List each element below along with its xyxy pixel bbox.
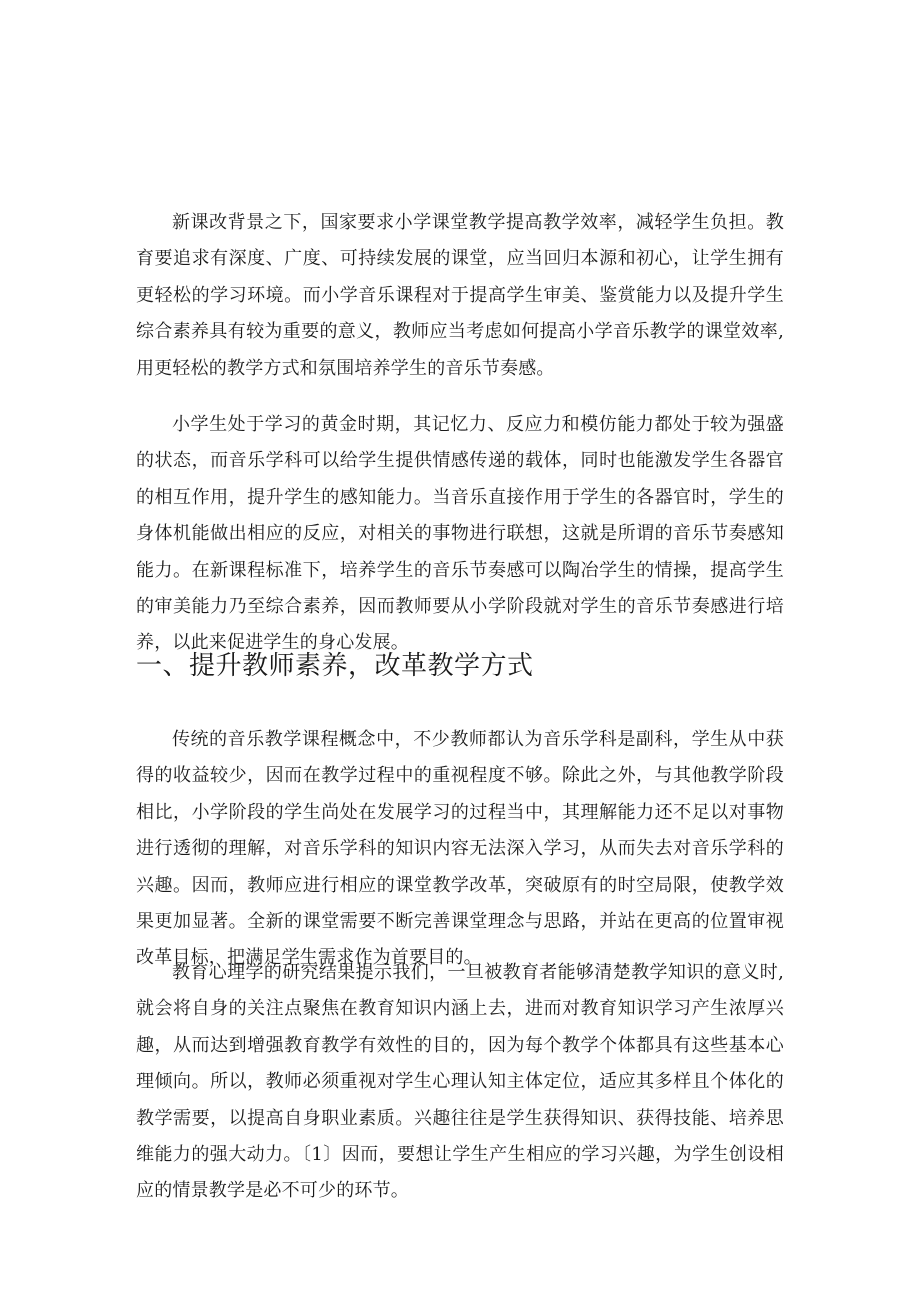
paragraph-educational-psychology: 教育心理学的研究结果提示我们，一旦被教育者能够清楚教学知识的意义时,就会将自身的关注点聚焦在教育知识内涵上去，进而对教育知识学习产生浓厚兴趣，从而达到增强教育教学有效性的目的，因为每个教学个体都具有这些基本心理倾向。所以，教师必须重视对学生心理认知主体定位，适应其多样且个体化的教学需要，以提高自身职业素质。兴趣往往是学生获得知识、获得技能、培养思维能力的强大动力。〔1〕因而，要想让学生产生相应的学习兴趣，为学生创设相应的情景教学是必不可少的环节。 [136, 962, 784, 1202]
section-heading: 一、提升教师素养，改革教学方式 [136, 651, 534, 681]
paragraph-traditional-teaching: 传统的音乐教学课程概念中，不少教师都认为音乐学科是副科，学生从中获得的收益较少，因而在教学过程中的重视程度不够。除此之外，与其他教学阶段相比，小学阶段的学生尚处在发展学习的过程当中，其理解能力还不足以对事物进行透彻的理解，对音乐学科的知识内容无法深入学习，从而失去对音乐学科的兴趣。因而，教师应进行相应的课堂教学改革，突破原有的时空局限，使教学效果更加显著。全新的课堂需要不断完善课堂理念与思路，并站在更高的位置审视改革目标，把满足学生需求作为首要目的。 [136, 729, 784, 969]
paragraph-intro: 新课改背景之下，国家要求小学课堂教学提高教学效率，减轻学生负担。教育要追求有深度、广度、可持续发展的课堂，应当回归本源和初心，让学生拥有更轻松的学习环境。而小学音乐课程对于提高学生审美、鉴赏能力以及提升学生综合素养具有较为重要的意义，教师应当考虑如何提高小学音乐教学的课堂效率,用更轻松的教学方式和氛围培养学生的音乐节奏感。 [136, 212, 784, 379]
paragraph-student-stage: 小学生处于学习的黄金时期，其记忆力、反应力和模仿能力都处于较为强盛的状态，而音乐学科可以给学生提供情感传递的载体，同时也能激发学生各器官的相互作用，提升学生的感知能力。当音乐直接作用于学生的各器官时，学生的身体机能做出相应的反应，对相关的事物进行联想，这就是所谓的音乐节奏感知能力。在新课程标准下，培养学生的音乐节奏感可以陶冶学生的情操，提高学生的审美能力乃至综合素养，因而教师要从小学阶段就对学生的音乐节奏感进行培养，以此来促进学生的身心发展。 [136, 414, 784, 654]
